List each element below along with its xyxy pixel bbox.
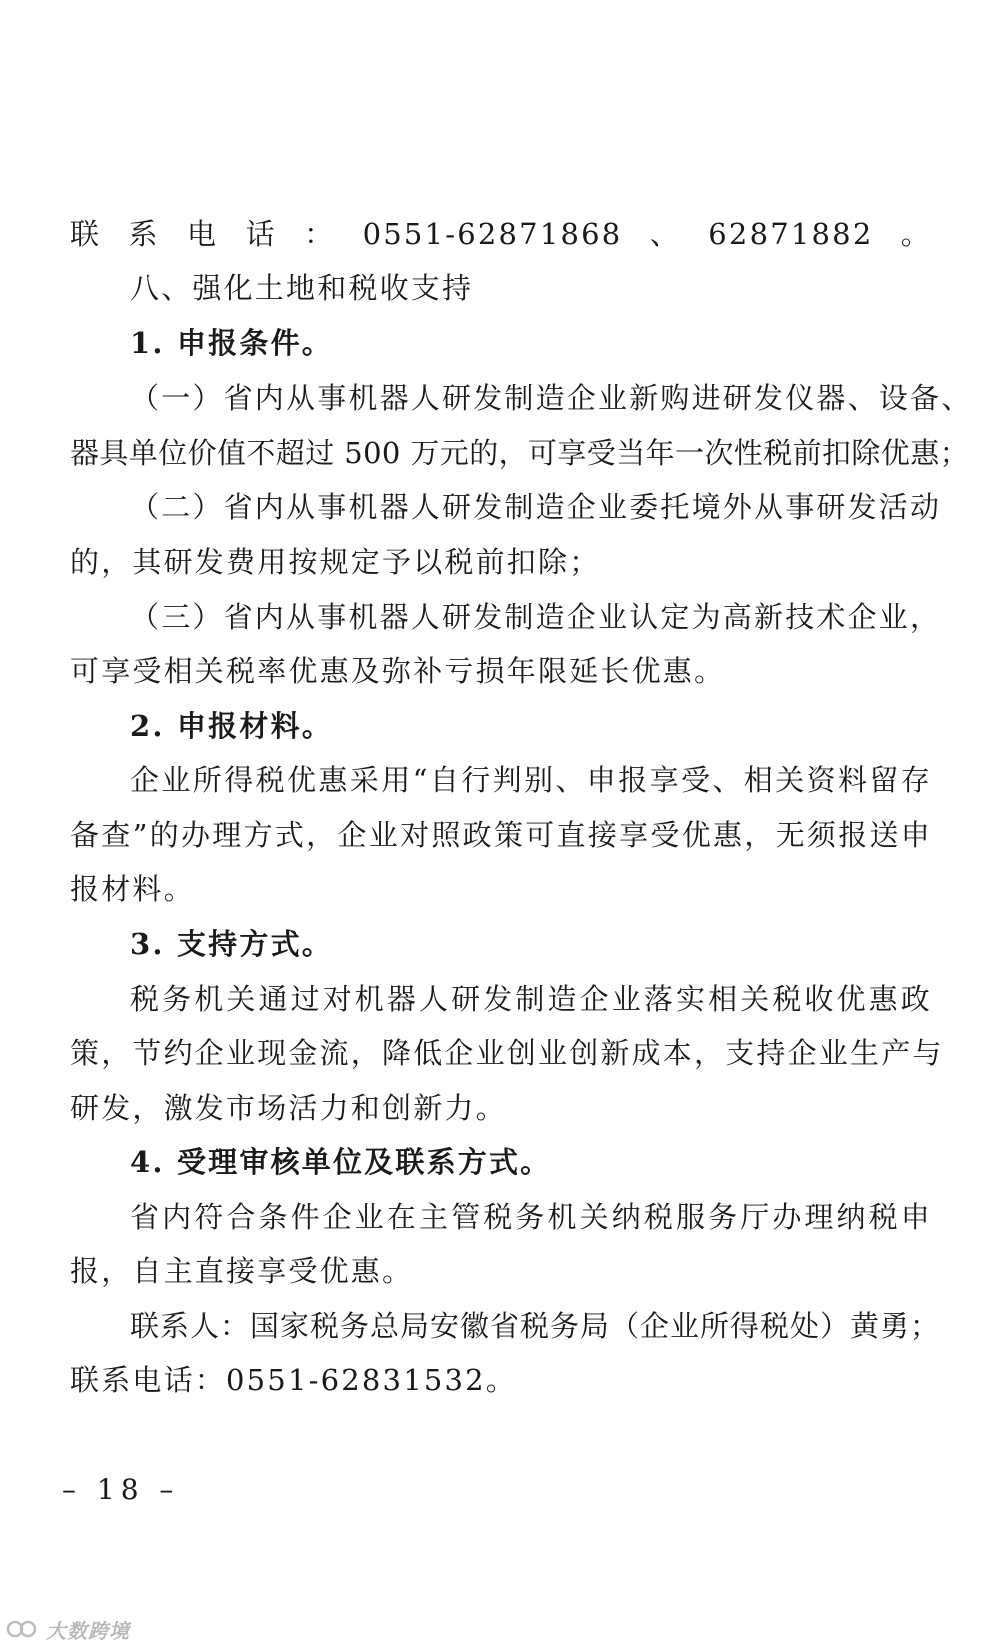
item-heading-application-materials: 2. 申报材料。 [130,709,333,743]
unit-line-1: 省内符合条件企业在主管税务机关纳税服务厅办理纳税申 [130,1200,932,1234]
support-line-1: 税务机关通过对机器人研发制造企业落实相关税收优惠政 [130,982,932,1016]
contact-phone-line-2: 联系电话：0551-62831532。 [70,1363,518,1397]
materials-line-3: 报材料。 [70,872,195,906]
watermark-text: 大数跨境 [46,1618,130,1643]
unit-line-2: 报，自主直接享受优惠。 [70,1254,414,1288]
condition-3-line-1: （三）省内从事机器人研发制造企业认定为高新技术企业， [130,600,942,634]
item-heading-support-method: 3. 支持方式。 [130,927,333,961]
support-line-3: 研发，激发市场活力和创新力。 [70,1091,507,1125]
section-heading: 八、强化土地和税收支持 [130,271,474,305]
item-heading-application-conditions: 1. 申报条件。 [130,326,333,360]
condition-2-line-2: 的，其研发费用按规定予以税前扣除； [70,545,601,579]
condition-2-line-1: （二）省内从事机器人研发制造企业委托境外从事研发活动 [130,490,942,524]
page-number: – 18 – [62,1473,180,1506]
condition-1-line-1: （一）省内从事机器人研发制造企业新购进研发仪器、设备、 [130,381,973,415]
condition-3-line-2: 可享受相关税率优惠及弥补亏损年限延长优惠。 [70,654,726,688]
contact-person-line: 联系人：国家税务总局安徽省税务局（企业所得税处）黄勇； [130,1309,941,1343]
contact-phone-line: 联系电话：0551-62871868、62871882。 [70,217,932,251]
watermark [6,1614,130,1644]
materials-line-2: 备查”的办理方式，企业对照政策可直接享受优惠，无须报送申 [70,818,932,852]
item-heading-review-unit-contact: 4. 受理审核单位及联系方式。 [130,1145,552,1179]
support-line-2: 策，节约企业现金流，降低企业创业创新成本，支持企业生产与 [70,1036,944,1070]
watermark-logo-icon [6,1618,40,1640]
condition-1-line-2: 器具单位价值不超过 500 万元的，可享受当年一次性税前扣除优惠； [70,436,969,470]
materials-line-1: 企业所得税优惠采用“自行判别、申报享受、相关资料留存 [130,763,932,797]
